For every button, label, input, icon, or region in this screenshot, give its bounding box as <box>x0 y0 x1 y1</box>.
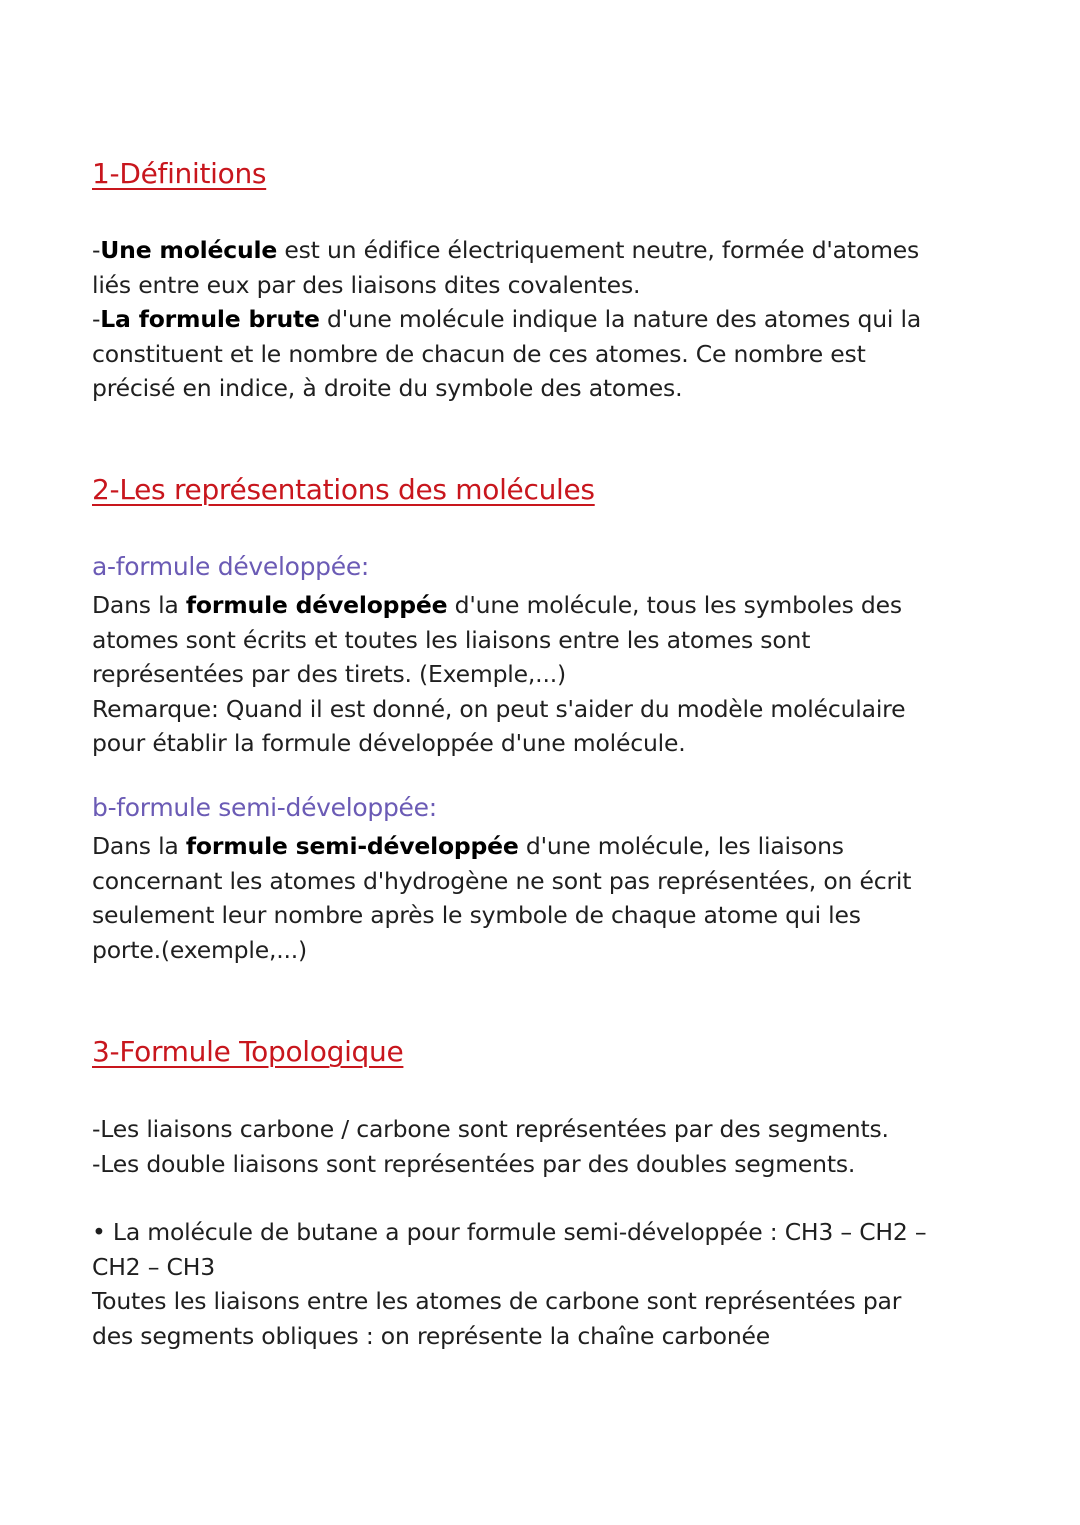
definition-molecule <box>92 233 962 406</box>
butane-example: • La molécule de butane a pour formule semi-développée : CH3 – CH2 – CH2 – CH3 Toutes les liaisons entre les atomes de carbone sont représentées par des segments obliques : on représente la chaîne carbonée <box>92 1215 962 1353</box>
definition-formula-line-2: constituent et le nombre de chacun de ces atomes. Ce nombre est <box>92 339 866 368</box>
subsection-b-body: Dans la formule semi-développée d'une molécule, les liaisons concernant les atomes d'hydrogène ne sont pas représentées, on écrit seulement leur nombre après le symbole de chaque atome qui les porte.(exemple,...) <box>92 832 912 964</box>
term-formule-developpee: formule développée <box>185 591 448 619</box>
topology-rules: -Les liaisons carbone / carbone sont représentées par des segments. -Les double liaisons sont représentées par des doubles segments. <box>92 1115 889 1178</box>
term-formule-brute: La formule brute <box>100 305 320 333</box>
definition-formula-line-1: -La formule brute d'une molécule indique la nature des atomes qui la <box>92 305 922 333</box>
section-3-title: 3-Formule Topologique <box>92 1035 404 1068</box>
bullet-item: • La molécule de butane a pour formule semi-développée : CH3 – CH2 – <box>92 1218 927 1246</box>
definition-molecule-line-2: liés entre eux par des liaisons dites covalentes. <box>92 270 641 299</box>
term-formule-semi-developpee: formule semi-développée <box>185 832 519 860</box>
subsection-a-body: Dans la formule développée d'une molécule, tous les symboles des atomes sont écrits et toutes les liaisons entre les atomes sont représentées par des tirets. (Exemple,...) Remarque: Quand il est donné, on peut s'aider du modèle moléculaire pour établir la formule développée d'une molécule. <box>92 588 962 761</box>
section-2-title: 2-Les représentations des molécules <box>92 473 595 506</box>
definition-formula-line-3: précisé en indice, à droite du symbole des atomes. <box>92 374 683 402</box>
remark: Remarque: Quand il est donné, on peut s'aider du modèle moléculaire <box>92 694 906 723</box>
term-molecule: Une molécule <box>100 236 278 264</box>
subsection-b-title: b-formule semi-développée: <box>92 793 437 822</box>
definition-molecule-line-1: -Une molécule est un édifice électriquement neutre, formée d'atomes <box>92 236 920 264</box>
subsection-a-title: a-formule développée: <box>92 552 370 581</box>
section-1-title: 1-Définitions <box>92 157 267 190</box>
